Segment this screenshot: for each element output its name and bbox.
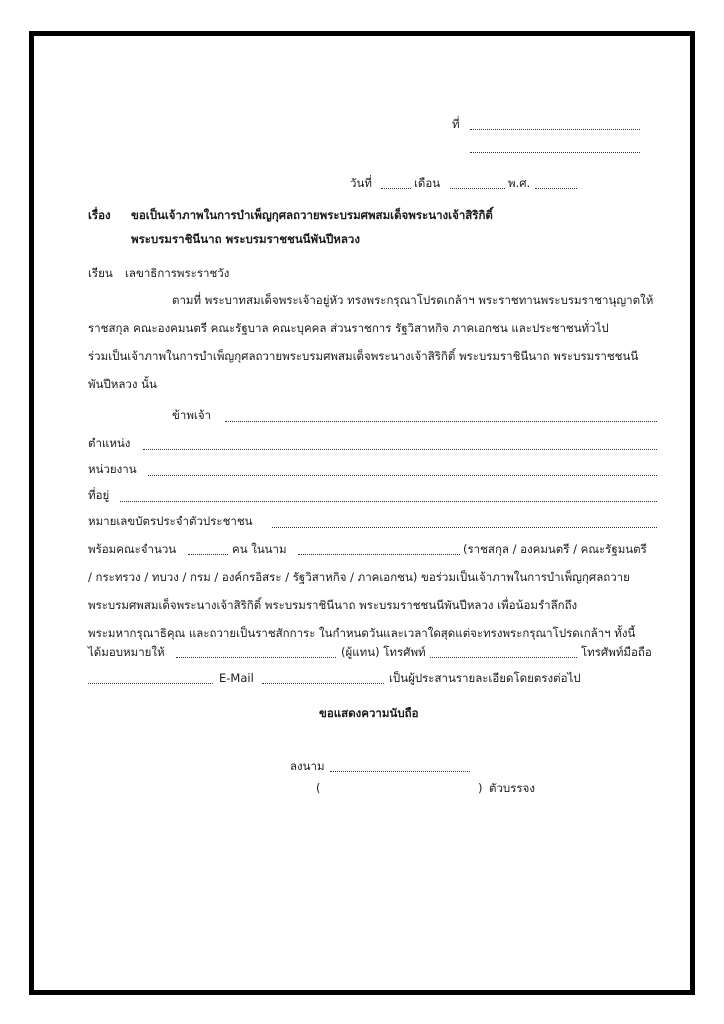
phone-field[interactable] (430, 657, 577, 658)
salutation-label: เรียน (88, 266, 113, 280)
at-label: ที่ (452, 117, 460, 131)
year-label: พ.ศ. (508, 176, 531, 190)
address-label: ที่อยู่ (88, 488, 110, 502)
on-behalf-field[interactable] (298, 554, 460, 555)
body-line-2: ราชสกุล คณะองคมนตรี คณะรัฐบาล คณะบุคคล ส่วนราชการ รัฐวิสาหกิจ ภาคเอกชน และประชาชนทั่วไป (88, 321, 609, 335)
representative-field[interactable] (176, 657, 336, 658)
request-line-4: พระมหากรุณาธิคุณ และถวายเป็นราชสักการะ ในกำหนดวันและเวลาใดสุดแต่จะทรงพระกรุณาโปรดเกล้าฯ ทั้งนี้ (88, 626, 636, 640)
signature-field[interactable] (330, 771, 470, 772)
paren-open: ( (316, 781, 321, 795)
agency-field[interactable] (148, 475, 657, 476)
id-card-label: หมายเลขบัตรประจำตัวประชาชน (88, 514, 253, 528)
subject-line-1: ขอเป็นเจ้าภาพในการบำเพ็ญกุศลถวายพระบรมศพสมเด็จพระนางเจ้าสิริกิติ์ (131, 208, 493, 222)
request-line-3: พระบรมศพสมเด็จพระนางเจ้าสิริกิติ์ พระบรมราชินีนาถ พระบรมราชชนนีพันปีหลวง เพื่อน้อมรำลึกถึง (88, 598, 578, 612)
at-field-line[interactable] (470, 129, 640, 130)
position-label: ตำแหน่ง (88, 436, 131, 450)
group-count-field[interactable] (188, 554, 228, 555)
print-name-label: ตัวบรรจง (489, 781, 535, 795)
body-line-3: ร่วมเป็นเจ้าภาพในการบำเพ็ญกุศลถวายพระบรมศพสมเด็จพระนางเจ้าสิริกิติ์ พระบรมราชินีนาถ พระบรมราชชนนี (88, 349, 639, 363)
request-line-2: / กระทรวง / ทบวง / กรม / องค์กรอิสระ / รัฐวิสาหกิจ / ภาคเอกชน) ขอร่วมเป็นเจ้าภาพในการบำเพ็ญกุศลถวาย (88, 570, 630, 584)
position-field[interactable] (143, 449, 657, 450)
request-line-1-c: (ราชสกุล / องคมนตรี / คณะรัฐมนตรี (463, 542, 647, 556)
salutation-recipient: เลขาธิการพระราชวัง (125, 266, 230, 280)
subject-line-2: พระบรมราชินีนาถ พระบรมราชชนนีพันปีหลวง (131, 232, 360, 246)
request-line-5-b: (ผู้แทน) โทรศัพท์ (341, 645, 426, 659)
sign-label: ลงนาม (290, 759, 325, 773)
agency-label: หน่วยงาน (88, 462, 137, 476)
request-line-1-b: คน ในนาม (232, 542, 287, 556)
body-line-4: พันปีหลวง นั้น (88, 377, 157, 391)
paren-close: ) (478, 781, 483, 795)
date-label: วันที่ (350, 176, 372, 190)
self-name-field[interactable] (225, 421, 657, 422)
request-line-5-a: ได้มอบหมายให้ (88, 645, 165, 659)
request-line-1-a: พร้อมคณะจำนวน (88, 542, 177, 556)
at-field-line-2[interactable] (470, 152, 640, 153)
month-label: เดือน (414, 176, 441, 190)
print-name-field[interactable] (326, 793, 474, 794)
request-line-5-c: โทรศัพท์มือถือ (581, 645, 652, 659)
request-line-6-b: เป็นผู้ประสานรายละเอียดโดยตรงต่อไป (389, 671, 581, 685)
address-field[interactable] (120, 501, 657, 502)
body-line-1: ตามที่ พระบาทสมเด็จพระเจ้าอยู่หัว ทรงพระกรุณาโปรดเกล้าฯ พระราชทานพระบรมราชานุญาตให้ (172, 293, 654, 307)
month-field-line[interactable] (450, 188, 505, 189)
request-line-6-a: E-Mail (219, 671, 254, 685)
subject-label: เรื่อง (88, 208, 111, 222)
self-label: ข้าพเจ้า (172, 408, 212, 422)
email-field[interactable] (262, 683, 384, 684)
mobile-field[interactable] (88, 683, 213, 684)
closing-text: ขอแสดงความนับถือ (319, 706, 419, 720)
date-field-line[interactable] (381, 188, 411, 189)
id-card-field[interactable] (272, 527, 657, 528)
year-field-line[interactable] (535, 188, 577, 189)
